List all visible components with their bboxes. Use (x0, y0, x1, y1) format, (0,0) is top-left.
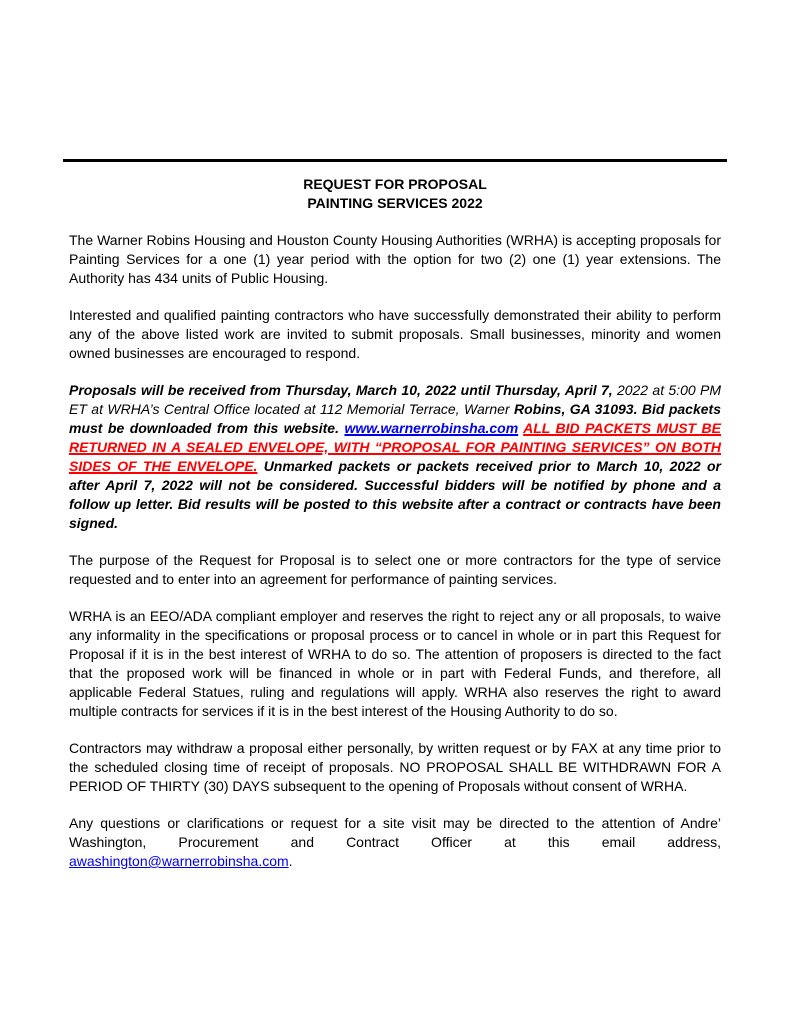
text-run: Contractors may withdraw a proposal either personally, by written request or by FAX at any time prior to the scheduled closing time of receipt of proposals. NO PROPOSAL SHALL BE WITHDRAWN FOR A PERIOD OF THIRTY (30) DAYS subsequent to the opening of Proposals without consent of WRHA. (69, 740, 721, 794)
text-run: Interested and qualified painting contractors who have successfully demonstrated their ability to perform any of the above listed work are invited to submit proposals. Small businesses, minority and women owned businesses are encouraged to respond. (69, 307, 721, 361)
text-run: Proposals will be received from Thursday, March 10, 2022 until Thursday, April 7, (69, 382, 617, 398)
paragraph-6 (69, 739, 721, 796)
text-run: Robins, GA 31093. Bid packets must be downloaded from this website. (69, 401, 721, 436)
paragraph-2 (69, 306, 721, 363)
text-run: . (288, 853, 293, 869)
document-title (69, 175, 721, 213)
text-run: Any questions or clarifications or request for a site visit may be directed to the attention of Andre’ Washington, Procurement and Contract Officer at this email address, (69, 815, 721, 850)
email-link[interactable]: awashington@warnerrobinsha.com (69, 853, 289, 869)
paragraph-1 (69, 231, 721, 288)
title-line-2: PAINTING SERVICES 2022 (307, 195, 483, 211)
text-run: 2022 at 5:00 PM ET at WRHA’s Central Office located at 112 Memorial Terrace, Warner (69, 382, 721, 417)
document-content (69, 162, 721, 871)
text-run: ALL BID PACKETS MUST BE RETURNED IN A SEALED ENVELOPE, WITH “PROPOSAL FOR PAINTING SERVICES” ON BOTH SIDES OF THE ENVELOPE. (69, 420, 721, 474)
paragraph-7 (69, 814, 721, 871)
text-run: The purpose of the Request for Proposal is to select one or more contractors for the type of service requested and to enter into an agreement for performance of painting services. (69, 552, 721, 587)
website-link[interactable]: www.warnerrobinsha.com (344, 420, 519, 436)
paragraph-4 (69, 551, 721, 589)
paragraph-3 (69, 381, 721, 533)
paragraphs-container (69, 231, 721, 871)
paragraph-5 (69, 607, 721, 721)
text-run: Unmarked packets or packets received prior to March 10, 2022 or after April 7, 2022 will not be considered. Successful bidders will be notified by phone and a follow up letter. Bid results will be posted to this website after a contract or contracts have been signed. (69, 458, 721, 531)
text-run: The Warner Robins Housing and Houston County Housing Authorities (WRHA) is accepting proposals for Painting Services for a one (1) year period with the option for two (2) one (1) year extensions. The Authority has 434 units of Public Housing. (69, 232, 721, 286)
text-run: WRHA is an EEO/ADA compliant employer and reserves the right to reject any or all proposals, to waive any informality in the specifications or proposal process or to cancel in whole or in part this Request for Proposal if it is in the best interest of WRHA to do so. The attention of proposers is directed to the fact that the proposed work will be financed in whole or in part with Federal Funds, and therefore, all applicable Federal Statues, ruling and regulations will apply. WRHA also reserves the right to award multiple contracts for services if it is in the best interest of the Housing Authority to do so. (69, 608, 721, 719)
title-line-1: REQUEST FOR PROPOSAL (303, 176, 487, 192)
